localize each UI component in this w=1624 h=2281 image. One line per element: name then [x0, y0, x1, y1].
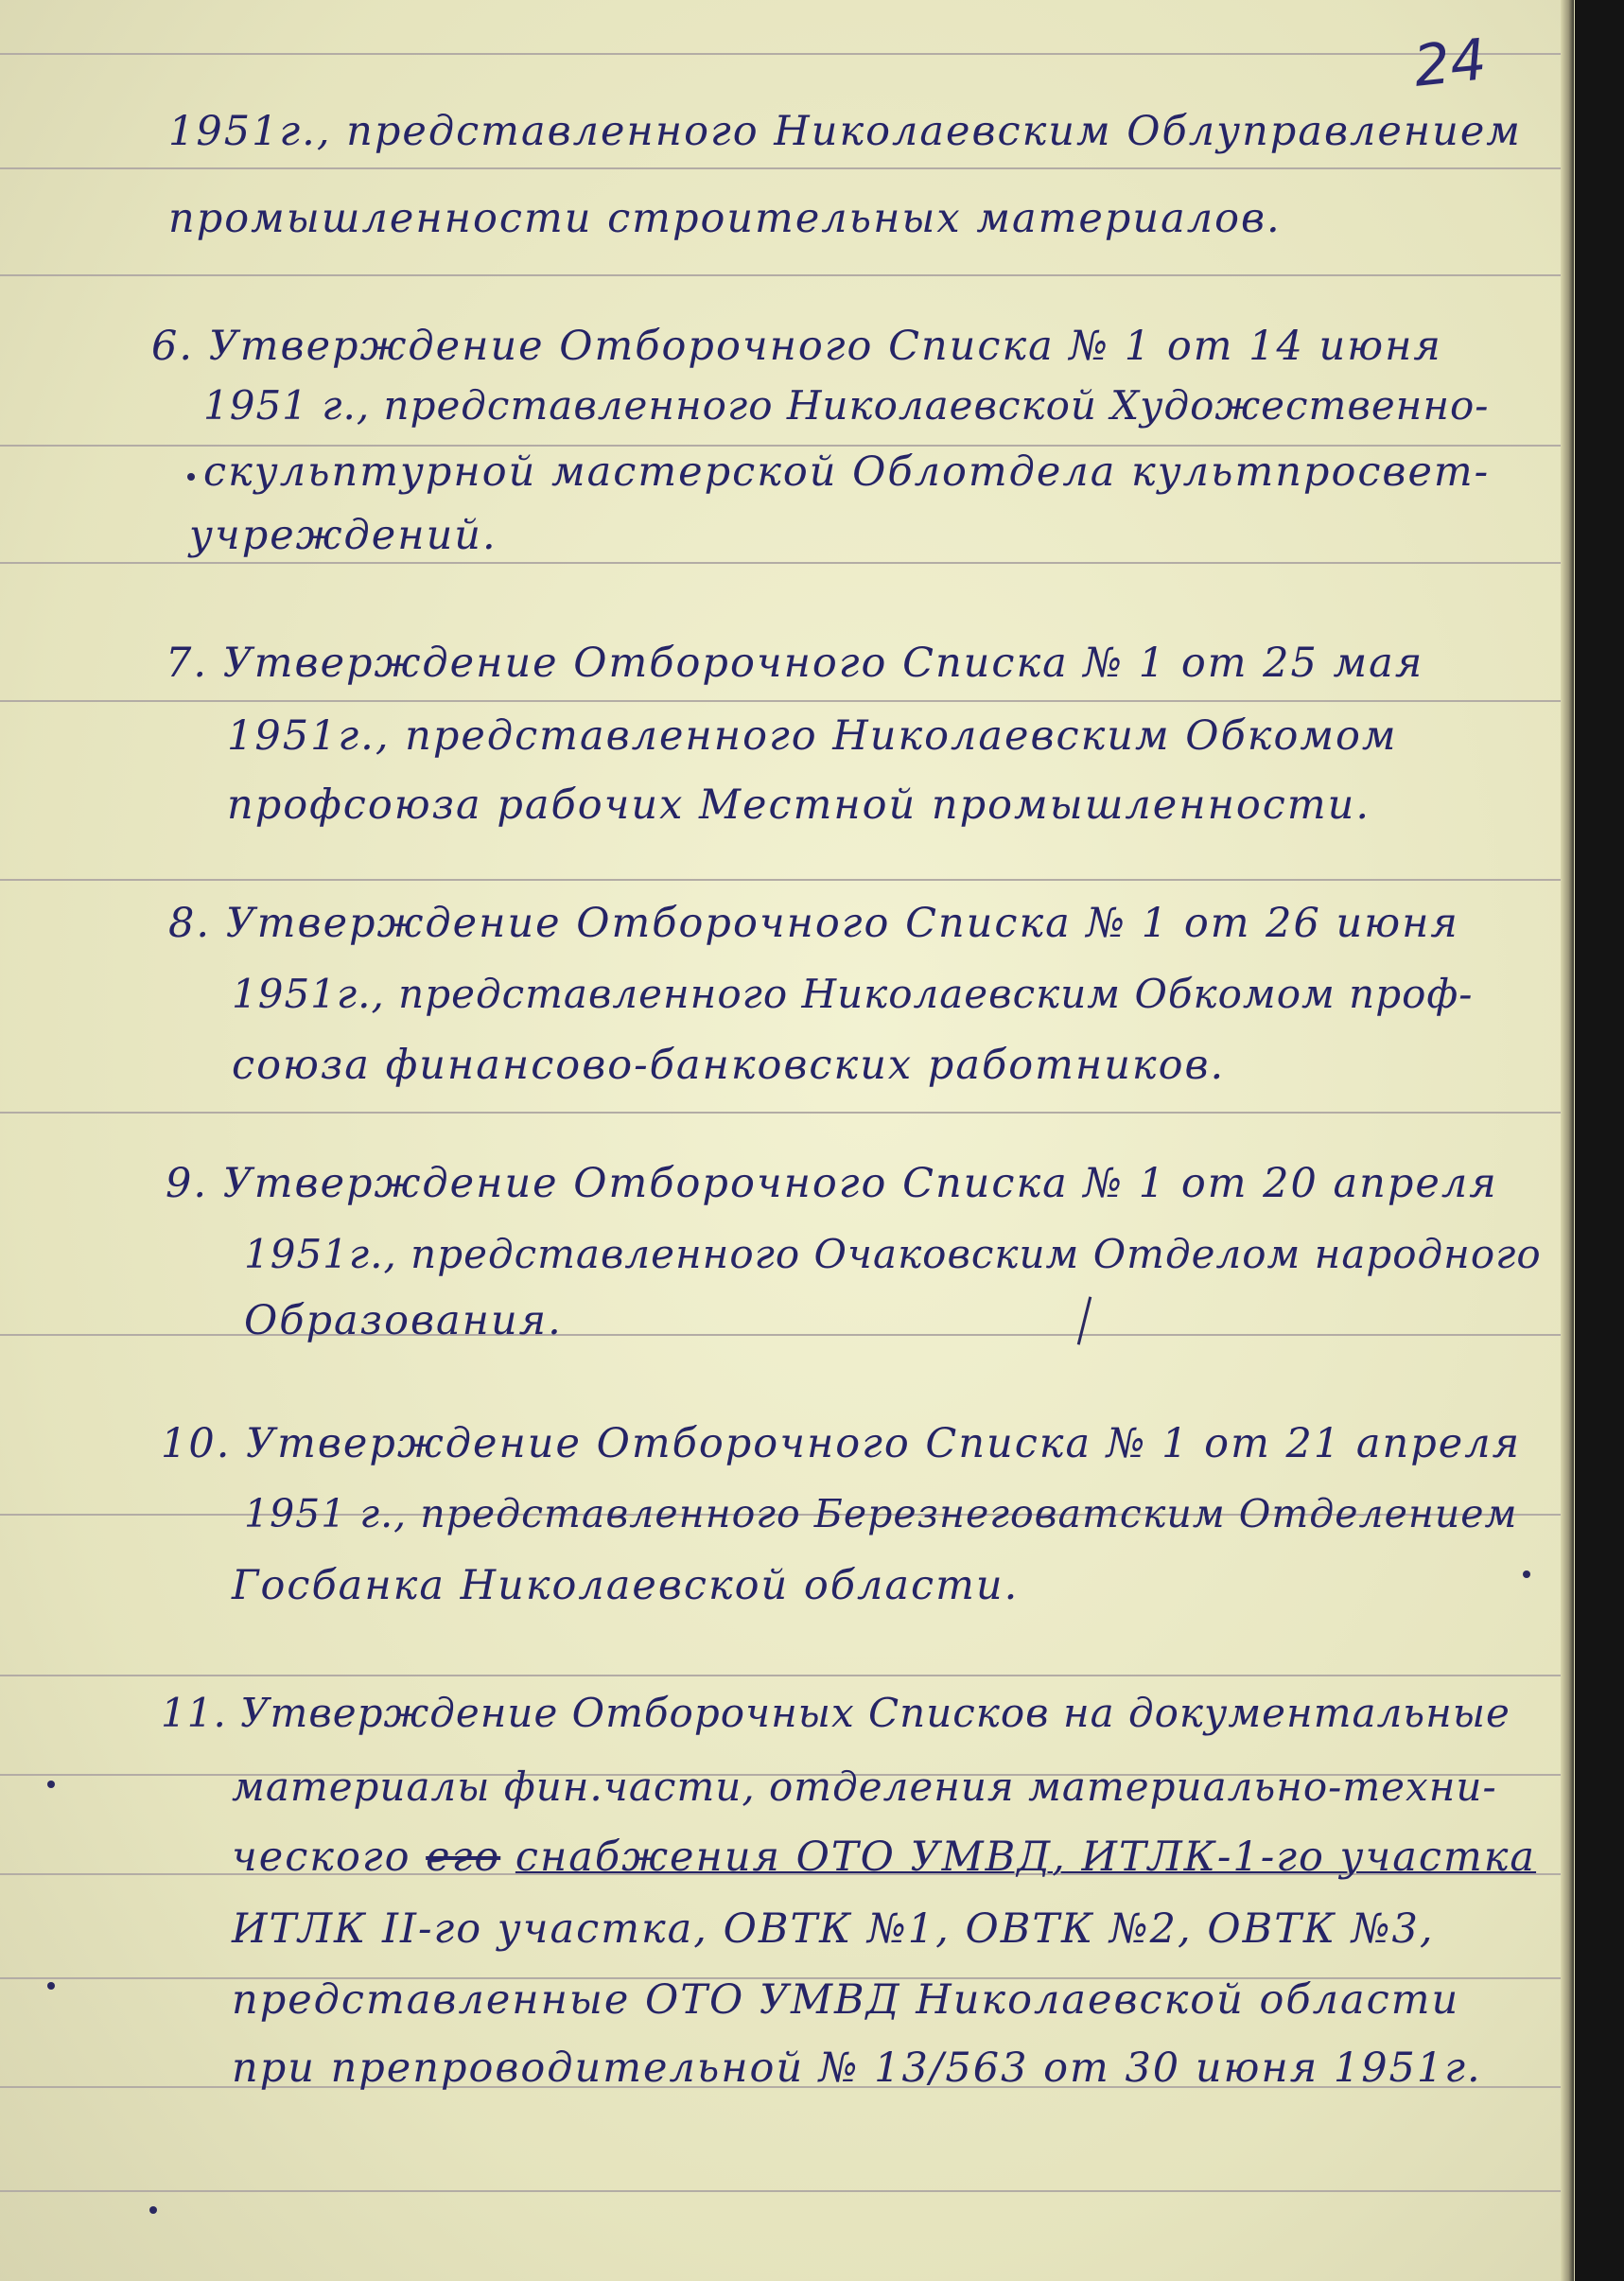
ruled-line [0, 1675, 1561, 1676]
text-line: Образования. [244, 1297, 563, 1344]
text-line: скульптурной мастерской Облотдела культпросвет- [203, 448, 1491, 496]
page-edge [1561, 0, 1574, 2281]
text-line: 1951г., представленного Очаковским Отделом народного [244, 1231, 1542, 1277]
text-fragment: снабжения ОТО УМВД, ИТЛК-1-го участка [515, 1834, 1537, 1881]
ruled-line [0, 700, 1561, 702]
ink-dot [47, 1982, 55, 1990]
page-number: 24 [1410, 26, 1490, 100]
text-line: союза финансово-банковских работников. [232, 1042, 1226, 1089]
ink-dot [187, 473, 195, 481]
text-line: при препроводительной № 13/563 от 30 июня 1951г. [232, 2044, 1482, 2092]
ink-dot [149, 2206, 157, 2214]
text-line: 1951г., представленного Николаевским Обкомом проф- [232, 971, 1474, 1017]
text-line: 1951 г., представленного Березнеговатским Отделением [244, 1491, 1518, 1536]
ruled-line [0, 445, 1561, 447]
text-line: 9. Утверждение Отборочного Списка № 1 от 20 апреля [166, 1160, 1498, 1207]
ruled-line [0, 53, 1561, 55]
text-line: Госбанка Николаевской области. [232, 1562, 1020, 1609]
text-line: ИТЛК II-го участка, ОВТК №1, ОВТК №2, ОВТК №3, [232, 1905, 1435, 1953]
text-line: профсоюза рабочих Местной промышленности. [227, 781, 1371, 829]
ruled-line [0, 167, 1561, 169]
ink-dot [1523, 1570, 1530, 1578]
text-line: 8. Утверждение Отборочного Списка № 1 от 26 июня [168, 900, 1459, 947]
text-line: промышленности строительных материалов. [168, 195, 1282, 242]
ruled-line [0, 2190, 1561, 2192]
text-fragment: ческого [232, 1834, 411, 1881]
text-line: 1951 г., представленного Николаевской Художественно- [203, 382, 1490, 429]
text-line: 7. Утверждение Отборочного Списка № 1 от 25 мая [166, 640, 1424, 687]
text-line: 1951г., представленного Николаевским Облуправлением [168, 108, 1522, 155]
text-line: 11. Утверждение Отборочных Списков на документальные [161, 1690, 1510, 1736]
struck-word: его [426, 1834, 501, 1881]
pen-mark [1077, 1296, 1091, 1344]
ink-dot [47, 1781, 55, 1788]
ruled-line [0, 1112, 1561, 1114]
ruled-line [0, 1334, 1561, 1336]
ruled-line [0, 562, 1561, 564]
text-line: представленные ОТО УМВД Николаевской области [232, 1976, 1460, 2024]
text-line: 10. Утверждение Отборочного Списка № 1 от 21 апреля [161, 1420, 1522, 1467]
ruled-line [0, 274, 1561, 276]
text-line: материалы фин.части, отделения материально-техни- [232, 1763, 1497, 1810]
text-line: учреждений. [189, 512, 498, 559]
text-line: 1951г., представленного Николаевским Обкомом [227, 712, 1398, 760]
text-line: 6. Утверждение Отборочного Списка № 1 от 14 июня [151, 323, 1442, 370]
text-line [232, 1834, 1537, 1881]
ruled-line [0, 879, 1561, 881]
